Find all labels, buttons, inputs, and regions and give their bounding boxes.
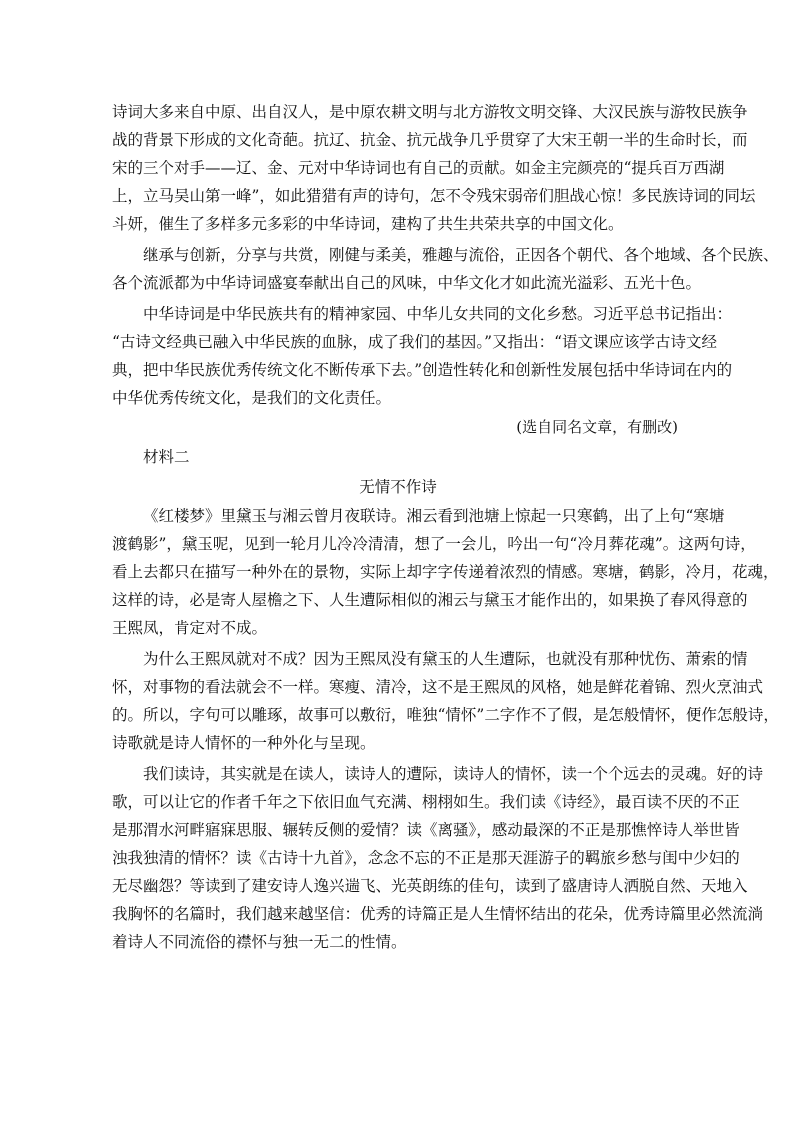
text-line: 的。所以，字句可以雕琢，故事可以敷衍，唯独“情怀”二字作不了假，是怎般情怀，便作怎般诗，: [112, 706, 779, 724]
text-line: 斗妍，催生了多样多元多彩的中华诗词，建构了共生共荣共享的中国文化。: [112, 215, 624, 233]
source-note: (选自同名文章，有删改): [516, 418, 678, 436]
text-line: 为什么王熙凤就对不成？因为王熙凤没有黛玉的人生遭际，也就没有那种忧伤、萧索的情: [143, 650, 748, 668]
text-line: 《红楼梦》里黛玉与湘云曾月夜联诗。湘云看到池塘上惊起一只寒鹤，出了上句“寒塘: [143, 507, 725, 525]
text-line: 浊我独清的情怀？读《古诗十九首》，念念不忘的不正是那天涯游子的羁旅乡愁与闺中少妇的: [112, 849, 740, 867]
document-page: [112, 98, 779, 956]
text-line: 继承与创新，分享与共赏，刚健与柔美，雅趣与流俗，正因各个朝代、各个地域、各个民族、: [143, 246, 779, 264]
material-label: 材料二: [143, 448, 190, 466]
text-line: 无尽幽怨？等读到了建安诗人逸兴遄飞、光英朗练的佳句，读到了盛唐诗人洒脱自然、天地入: [112, 877, 748, 895]
text-line: 中华优秀传统文化，是我们的文化责任。: [112, 389, 392, 407]
text-line: 王熙凤，肯定对不成。: [112, 619, 268, 637]
text-line: 歌，可以让它的作者千年之下依旧血气充满、栩栩如生。我们读《诗经》，最百读不厌的不正: [112, 793, 740, 811]
text-line: 是那渭水河畔寤寐思服、辗转反侧的爱情？读《离骚》，感动最深的不正是那憔悴诗人举世皆: [112, 821, 740, 839]
text-line: 我们读诗，其实就是在读人，读诗人的遭际，读诗人的情怀，读一个个远去的灵魂。好的诗: [143, 765, 764, 783]
text-line: 诗歌就是诗人情怀的一种外化与呈现。: [112, 734, 376, 752]
text-line: 宋的三个对手——辽、金、元对中华诗词也有自己的贡献。如金主完颜亮的“提兵百万西湖: [112, 159, 725, 177]
text-line: 诗词大多来自中原、出自汉人，是中原农耕文明与北方游牧文明交锋、大汉民族与游牧民族争: [112, 103, 748, 121]
text-line: “古诗文经典已融入中华民族的血脉，成了我们的基因。”又指出：“语文课应该学古诗文经: [112, 333, 718, 351]
text-line: 典，把中华民族优秀传统文化不断传承下去。”创造性转化和创新性发展包括中华诗词在内的: [112, 361, 733, 379]
text-line: 我胸怀的名篇时，我们越来越坚信：优秀的诗篇正是人生情怀结出的花朵，优秀诗篇里必然流淌: [112, 905, 764, 923]
text-line: 中华诗词是中华民族共有的精神家园、中华儿女共同的文化乡愁。习近平总书记指出：: [143, 305, 733, 323]
article-title: 无情不作诗: [359, 478, 437, 496]
text-line: 怀，对事物的看法就会不一样。寒瘦、清冷，这不是王熙凤的风格，她是鲜花着锦、烈火烹油式: [112, 678, 764, 696]
text-line: 渡鹤影”，黛玉呢，见到一轮月儿冷冷清清，想了一会儿，吟出一句“冷月葬花魂”。这两句诗，: [112, 535, 756, 553]
text-line: 这样的诗，必是寄人屋檐之下、人生遭际相似的湘云与黛玉才能作出的，如果换了春风得意的: [112, 591, 748, 609]
paragraph: [112, 98, 756, 238]
text-line: 上，立马吴山第一峰”，如此猎猎有声的诗句，怎不令残宋弱帝们胆战心惊！多民族诗词的同坛: [112, 187, 756, 205]
text-line: 看上去都只在描写一种外在的景物，实际上却字字传递着浓烈的情感。寒塘，鹤影，冷月，花魂，: [112, 563, 779, 581]
paragraph: [112, 760, 764, 956]
paragraph: [112, 241, 779, 297]
text-line: 着诗人不同流俗的襟怀与独一无二的性情。: [112, 933, 407, 951]
paragraph: [112, 300, 733, 412]
text-line: 战的背景下形成的文化奇葩。抗辽、抗金、抗元战争几乎贯穿了大宋王朝一半的生命时长，而: [112, 131, 748, 149]
text-line: 各个流派都为中华诗词盛宴奉献出自己的风味，中华文化才如此流光溢彩、五光十色。: [112, 274, 702, 292]
paragraph: [112, 502, 779, 642]
paragraph: [112, 645, 779, 757]
